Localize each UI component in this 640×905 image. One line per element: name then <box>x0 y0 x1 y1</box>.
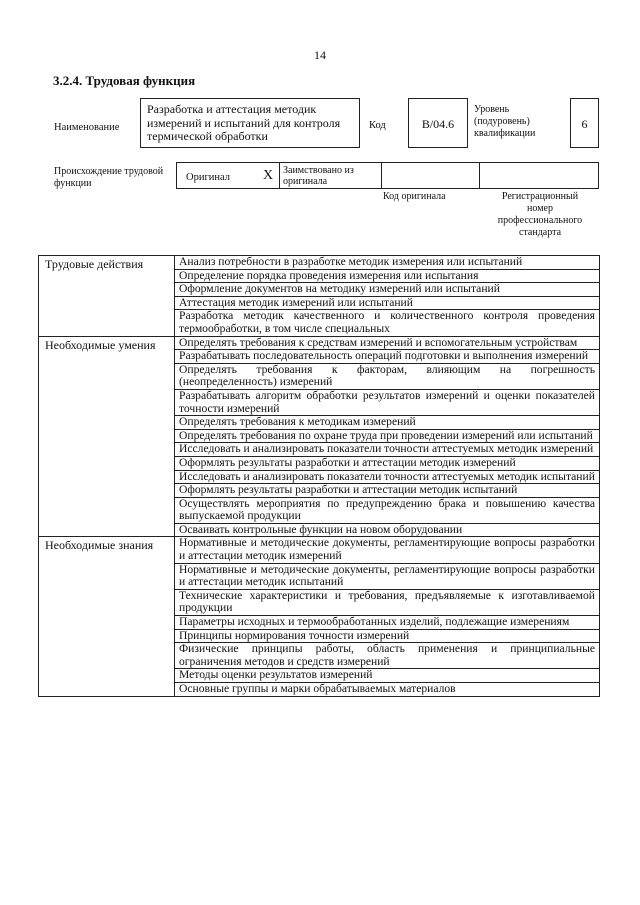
list-item: Параметры исходных и термообработанных изделий, подлежащие измерениям <box>175 616 600 630</box>
list-item: Оформление документов на методику измерений или испытаний <box>175 283 600 297</box>
list-item: Определять требования к средствам измерений и вспомогательным устройствам <box>175 336 600 350</box>
list-item: Определять требования к методикам измерений <box>175 416 600 430</box>
list-item: Разрабатывать последовательность операций подготовки и выполнения измерений <box>175 350 600 364</box>
original-mark: X <box>263 168 274 183</box>
list-item: Определять требования по охране труда при проведении измерений или испытаний <box>175 429 600 443</box>
list-item: Разрабатывать алгоритм обработки результатов измерений и оценки показателей точности измерений <box>175 389 600 415</box>
section-title: Необходимые знания <box>39 537 175 696</box>
original-label: Оригинал <box>186 172 230 183</box>
list-item: Исследовать и анализировать показатели точности аттестуемых методик измерений <box>175 443 600 457</box>
list-item: Аттестация методик измерений или испытаний <box>175 296 600 310</box>
list-item: Определение порядка проведения измерения или испытания <box>175 269 600 283</box>
list-item: Осваивать контрольные функции на новом оборудовании <box>175 523 600 537</box>
code-value-box <box>408 98 468 148</box>
level-value-box <box>570 98 599 148</box>
table-row <box>39 256 600 270</box>
code-label: Код <box>369 120 386 131</box>
origin-label: Происхождение трудовой функции <box>54 166 164 189</box>
list-item: Оформлять результаты разработки и аттестации методик измерений <box>175 456 600 470</box>
page-number: 14 <box>314 48 326 62</box>
name-value-box <box>140 98 360 148</box>
table-row <box>39 537 600 563</box>
list-item: Основные группы и марки обрабатываемых материалов <box>175 683 600 697</box>
section-heading: 3.2.4. Трудовая функция <box>53 73 196 88</box>
list-item: Физические принципы работы, область применения и принципиальные ограничения методов и средств измерений <box>175 643 600 669</box>
list-item: Принципы нормирования точности измерений <box>175 629 600 643</box>
list-item: Нормативные и методические документы, регламентирующие вопросы разработки и аттестации методик испытаний <box>175 563 600 589</box>
list-item: Исследовать и анализировать показатели точности аттестуемых методик испытаний <box>175 470 600 484</box>
list-item: Оформлять результаты разработки и аттестации методик испытаний <box>175 484 600 498</box>
section-title: Необходимые умения <box>39 336 175 537</box>
section-title: Трудовые действия <box>39 256 175 337</box>
competency-table <box>38 255 600 697</box>
list-item: Определять требования к факторам, влияющим на погрешность (неопределенность) измерений <box>175 363 600 389</box>
code-value: B/04.6 <box>421 117 455 131</box>
list-item: Нормативные и методические документы, регламентирующие вопросы разработки и аттестации методик измерений <box>175 537 600 563</box>
name-value: Разработка и аттестация методик измерений и испытаний для контроля термической обработки <box>147 102 341 143</box>
origin-table <box>176 162 599 189</box>
list-item: Осуществлять мероприятия по предупреждению брака и повышению качества выпускаемой продукции <box>175 497 600 523</box>
level-value: 6 <box>581 117 588 131</box>
borrowed-label: Заимствовано из оригинала <box>283 165 354 187</box>
list-item: Технические характеристики и требования, предъявляемые к изготавливаемой продукции <box>175 589 600 615</box>
code-original-caption: Код оригинала <box>383 191 446 202</box>
table-row <box>39 336 600 350</box>
list-item: Методы оценки результатов измерений <box>175 669 600 683</box>
list-item: Анализ потребности в разработке методик измерения или испытаний <box>175 256 600 270</box>
reg-number-caption: Регистрационный номер профессионального стандарта <box>497 191 583 238</box>
level-label: Уровень (подуровень) квалификации <box>474 104 536 139</box>
name-label: Наименование <box>54 122 120 133</box>
list-item: Разработка методик качественного и количественного контроля проведения термообработки, в том числе специальных <box>175 310 600 336</box>
